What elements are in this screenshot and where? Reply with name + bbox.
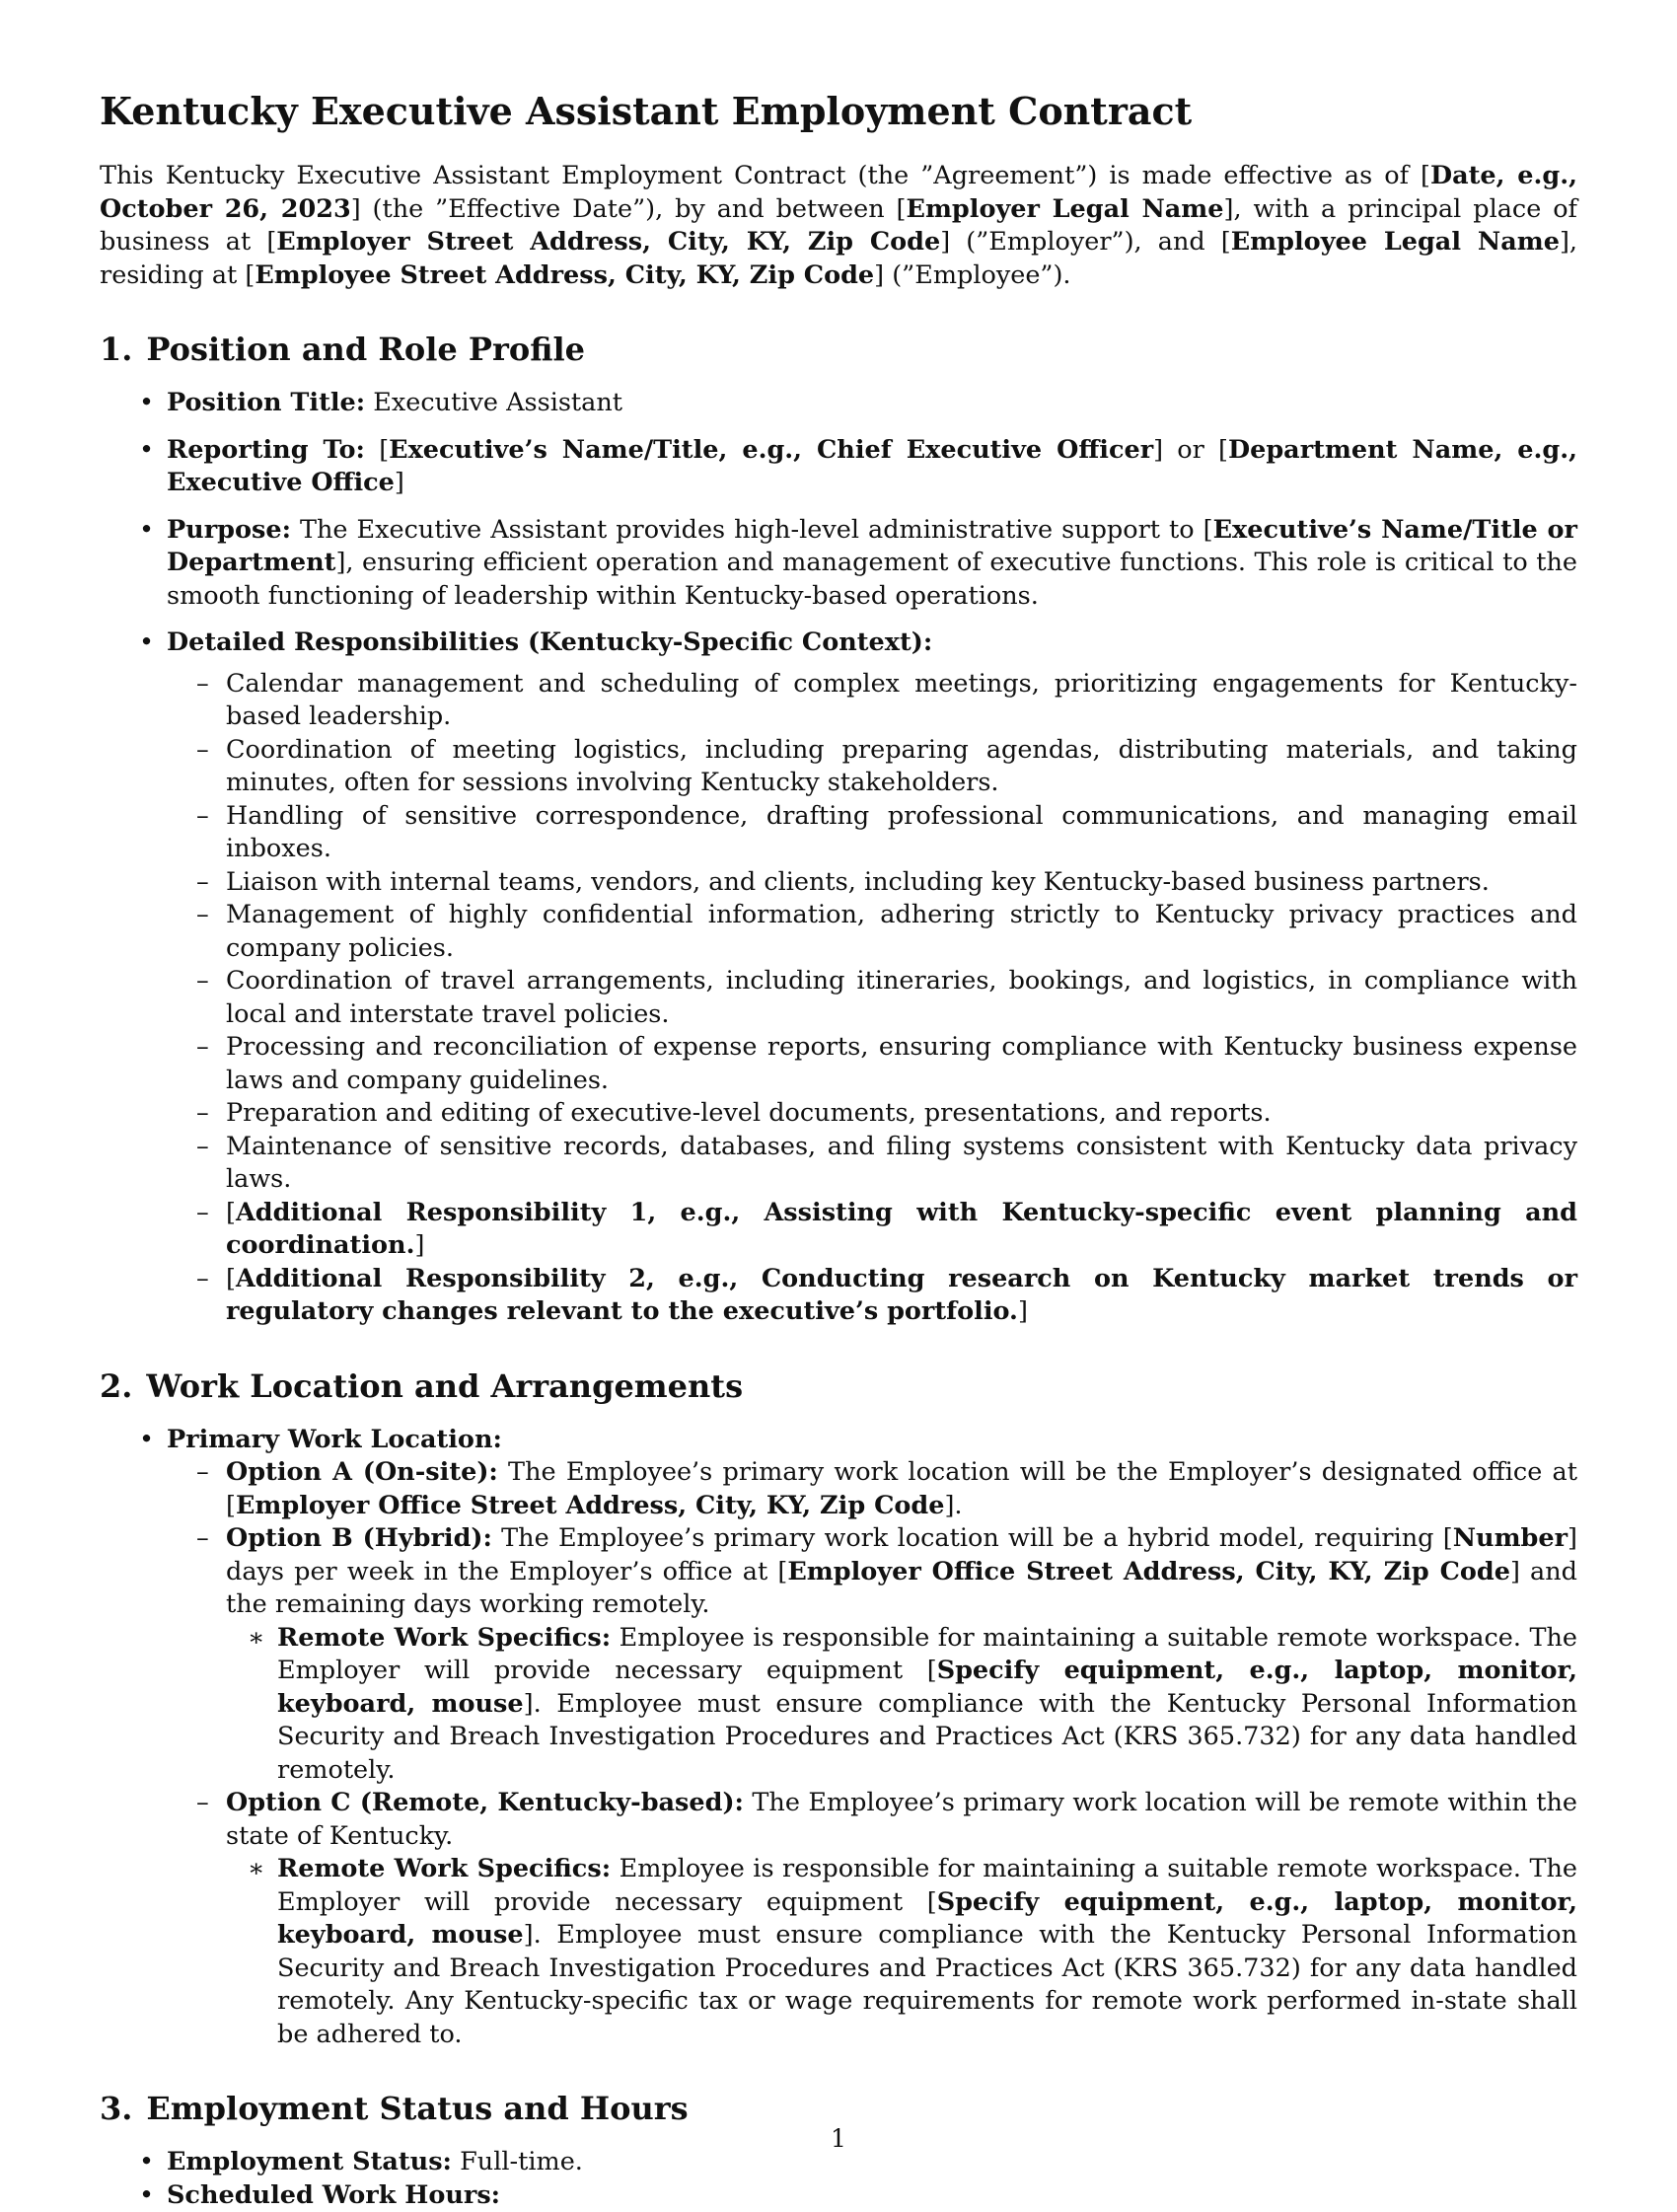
placeholder: Department Name, e.g., Executive Office (167, 435, 1577, 498)
remote-specifics-item (277, 1853, 1577, 2051)
page-number: 1 (0, 2124, 1677, 2153)
item-text: The Employee’s primary work location will be remote within the state of Kentucky. (226, 1788, 1577, 1851)
primary-location-item (167, 1424, 1577, 2052)
item-label: Option A (On-site): (226, 1457, 498, 1487)
option-b-item (226, 1522, 1577, 1787)
list-item: – Management of highly confidential information, adhering strictly to Kentucky privacy practices and company policies. (226, 899, 1577, 965)
placeholder: Executive’s Name/Title or Department (167, 515, 1577, 578)
item-label: Primary Work Location: (167, 1425, 502, 1454)
employer-address-placeholder: Employer Street Address, City, KY, Zip Code (276, 227, 940, 257)
work-hours-item (167, 2179, 1577, 2212)
purpose-item (167, 514, 1577, 614)
position-title-item (167, 387, 1577, 420)
reporting-to-item (167, 434, 1577, 500)
item-text: [ (365, 435, 389, 465)
item-value: Executive Assistant (365, 388, 622, 417)
location-options-list (167, 1456, 1577, 2051)
section-title: Employment Status and Hours (146, 2090, 688, 2127)
item-text: ] days per week in the Employer’s office at [ (226, 1523, 1577, 1586)
placeholder: Number (1453, 1523, 1568, 1553)
placeholder: Specify equipment, e.g., laptop, monitor, keyboard, mouse (277, 1656, 1577, 1719)
list-item: – Coordination of travel arrangements, including itineraries, bookings, and logistics, in compliance with local and interstate travel policies. (226, 965, 1577, 1031)
item-label: Remote Work Specifics: (277, 1623, 611, 1653)
intro-text: ] (the ”Effective Date”), by and between [ (351, 194, 907, 224)
responsibilities-item (167, 627, 1577, 1329)
section-title: Work Location and Arrangements (146, 1367, 743, 1405)
placeholder: Additional Responsibility 1, e.g., Assisting with Kentucky-specific event planning and coordination. (226, 1198, 1577, 1261)
item-label: Detailed Responsibilities (Kentucky-Specific Context): (167, 627, 932, 657)
list-item: – [Additional Responsibility 1, e.g., Assisting with Kentucky-specific event planning and coordination.] (226, 1197, 1577, 1263)
list-item: – [Additional Responsibility 2, e.g., Conducting research on Kentucky market trends or regulatory changes relevant to the executive’s portfolio.] (226, 1263, 1577, 1329)
placeholder: Employer Office Street Address, City, KY, Zip Code (236, 1491, 944, 1520)
option-c-sublist (226, 1853, 1577, 2051)
section-1-heading (100, 330, 1577, 369)
intro-text: ], with a principal place of business at [ (100, 194, 1577, 258)
list-item: – Calendar management and scheduling of complex meetings, prioritizing engagements for Kentucky-based leadership. (226, 668, 1577, 734)
option-c-item (226, 1787, 1577, 2051)
placeholder: Executive’s Name/Title, e.g., Chief Executive Officer (389, 435, 1153, 465)
placeholder: Specify equipment, e.g., laptop, monitor, keyboard, mouse (277, 1887, 1577, 1951)
section-3-list (100, 2146, 1577, 2212)
list-item: – Handling of sensitive correspondence, drafting professional communications, and managing email inboxes. (226, 800, 1577, 866)
item-text: The Executive Assistant provides high-level administrative support to [ (291, 515, 1213, 545)
remote-specifics-item (277, 1622, 1577, 1788)
item-text: ] (395, 468, 404, 497)
section-title: Position and Role Profile (146, 331, 585, 368)
item-text: The Employee’s primary work location will be the Employer’s designated office at [ (226, 1457, 1577, 1520)
item-label: Reporting To: (167, 435, 365, 465)
section-3-heading (100, 2089, 1577, 2128)
intro-text: ], residing at [ (100, 227, 1577, 290)
document-title: Kentucky Executive Assistant Employment Contract (100, 89, 1577, 134)
item-label: Option B (Hybrid): (226, 1523, 492, 1553)
item-text: ]. (944, 1491, 962, 1520)
item-text: ]. Employee must ensure compliance with the Kentucky Personal Information Security and Breach Investigation Procedures and Practices Act (KRS 365.732) for any data handled remotely. Any Kentucky-specific tax or wage requirements for remote work performed in-state shall be adhered to. (277, 1920, 1577, 2049)
section-2-heading (100, 1366, 1577, 1406)
list-item: – Coordination of meeting logistics, including preparing agendas, distributing materials, and taking minutes, often for sessions involving Kentucky stakeholders. (226, 734, 1577, 800)
effective-date-placeholder: Date, e.g., October 26, 2023 (100, 161, 1577, 224)
item-text: Employee is responsible for maintaining a suitable remote workspace. The Employer will provide necessary equipment [ (277, 1854, 1577, 1917)
section-number: 1. (100, 331, 132, 368)
item-label: Remote Work Specifics: (277, 1854, 611, 1883)
item-text: Employee is responsible for maintaining a suitable remote workspace. The Employer will provide necessary equipment [ (277, 1623, 1577, 1686)
item-text: The Employee’s primary work location will be a hybrid model, requiring [ (492, 1523, 1453, 1553)
item-text: ] and the remaining days working remotely. (226, 1557, 1577, 1620)
item-label: Option C (Remote, Kentucky-based): (226, 1788, 744, 1817)
section-1-list (100, 387, 1577, 1329)
list-item: – Maintenance of sensitive records, databases, and filing systems consistent with Kentucky data privacy laws. (226, 1131, 1577, 1197)
document-page (100, 89, 1577, 2212)
item-text: ], ensuring efficient operation and management of executive functions. This role is critical to the smooth functioning of leadership within Kentucky-based operations. (167, 548, 1577, 611)
intro-text: ] (”Employer”), and [ (940, 227, 1231, 257)
item-text: ] or [ (1153, 435, 1228, 465)
placeholder: Employer Office Street Address, City, KY, Zip Code (787, 1557, 1510, 1586)
item-value: Full-time. (452, 2147, 583, 2176)
list-item: – Liaison with internal teams, vendors, and clients, including key Kentucky-based business partners. (226, 866, 1577, 900)
responsibilities-list (167, 668, 1577, 1329)
section-number: 3. (100, 2090, 132, 2127)
intro-paragraph (100, 160, 1577, 292)
employer-name-placeholder: Employer Legal Name (907, 194, 1224, 224)
placeholder: Additional Responsibility 2, e.g., Conducting research on Kentucky market trends or regulatory changes relevant to the executive’s portfolio. (226, 1264, 1577, 1327)
item-label: Position Title: (167, 388, 365, 417)
section-2-list (100, 1424, 1577, 2052)
item-label: Employment Status: (167, 2147, 452, 2176)
employee-name-placeholder: Employee Legal Name (1231, 227, 1560, 257)
list-item: – Preparation and editing of executive-level documents, presentations, and reports. (226, 1097, 1577, 1131)
item-label: Purpose: (167, 515, 291, 545)
item-label: Scheduled Work Hours: (167, 2180, 500, 2210)
option-b-sublist (226, 1622, 1577, 1788)
intro-text: This Kentucky Executive Assistant Employment Contract (the ”Agreement”) is made effective as of [ (100, 161, 1430, 190)
intro-text: ] (”Employee”). (874, 260, 1070, 290)
list-item: – Processing and reconciliation of expense reports, ensuring compliance with Kentucky business expense laws and company guidelines. (226, 1031, 1577, 1097)
item-text: ]. Employee must ensure compliance with the Kentucky Personal Information Security and Breach Investigation Procedures and Practices Act (KRS 365.732) for any data handled remotely. (277, 1689, 1577, 1785)
option-a-item (226, 1456, 1577, 1522)
employee-address-placeholder: Employee Street Address, City, KY, Zip Code (255, 260, 874, 290)
section-number: 2. (100, 1367, 132, 1405)
